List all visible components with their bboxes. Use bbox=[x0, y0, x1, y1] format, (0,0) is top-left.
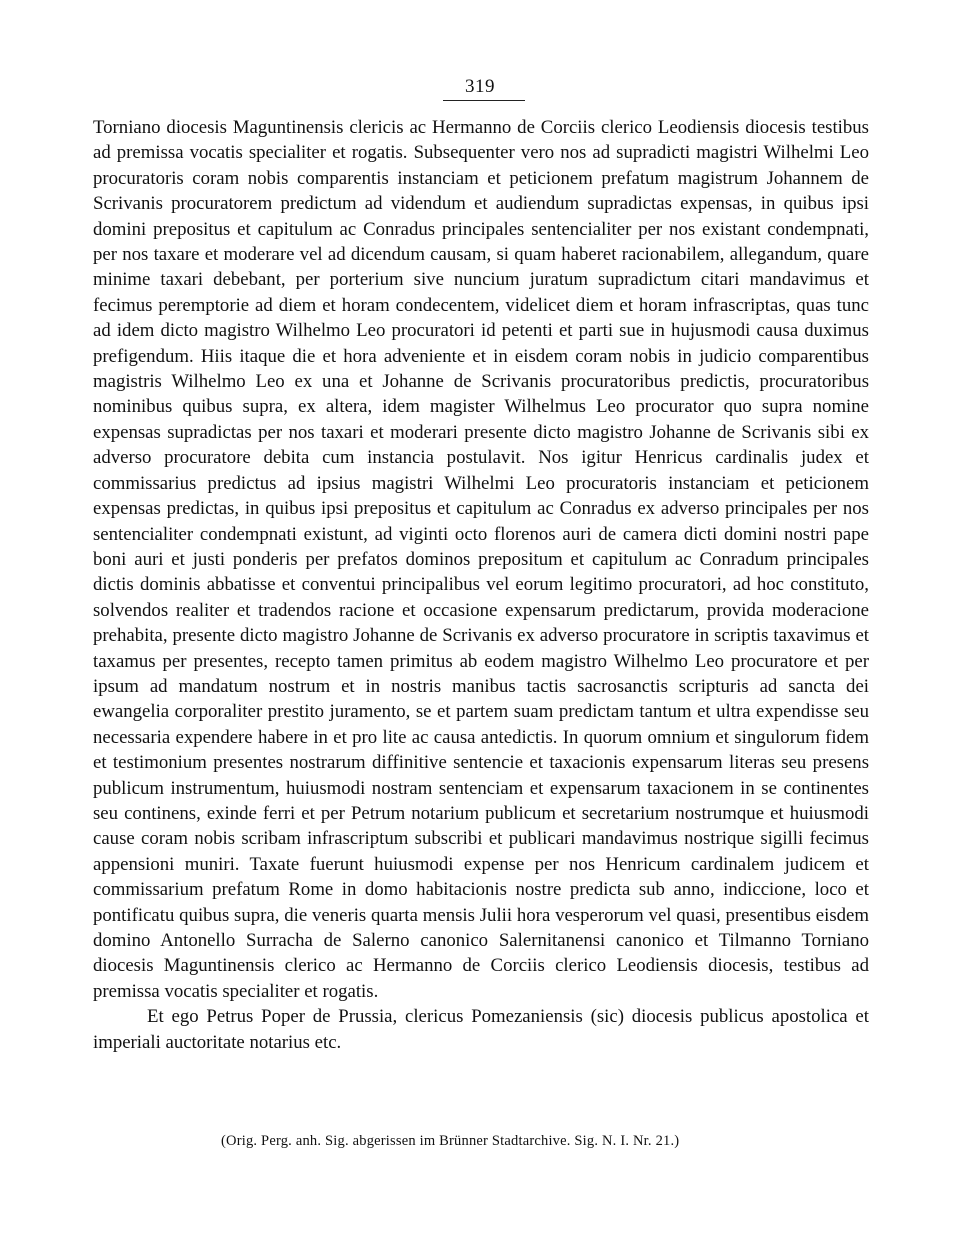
body-paragraph-2: Et ego Petrus Poper de Prussia, clericus Pomezaniensis (sic) diocesis publicus apostolica et imperiali auctoritate notarius etc. bbox=[93, 1006, 869, 1053]
page-number: 319 bbox=[465, 76, 495, 97]
body-paragraph-1: Torniano diocesis Maguntinensis clericis ac Hermanno de Corciis clerico Leodiensis diocesis testibus ad premissa vocatis specialiter et rogatis. Subsequenter vero nos ad supradicti magistri Wilhelmi Leo procuratoris coram nobis comparentis instanciam et peticionem prefatum magistrum Johannem de Scrivanis procuratorem predictum ad videndum et audiendum supradictas expensas, in quibus ipsi domini prepositus et capitulum ac Conradus principales sentencialiter per nos existant condempnati, per nos taxare et moderare vel ad dicendum causam, si quam haberet racionabilem, allegandum, quare minime taxari debebant, per porterium sive nuncium juratum supradictum citari mandavimus et fecimus peremptorie ad diem et horam condecentem, videlicet diem et horam infrascriptas, quas tunc ad idem dicto magistro Wilhelmo Leo procuratori id petenti et parti sue in hujusmodi causa duximus prefigendum. Hiis itaque die et hora adveniente et in eisdem coram nobis in judicio comparentibus magistris Wilhelmo Leo ex una et Johanne de Scrivanis procuratoribus predictis, procuratoribus nominibus quibus supra, ex altera, idem magister Wilhelmus Leo procurator quo supra nomine expensas supradictas per nos taxari et moderari presente dicto magistro Johanne de Scrivanis sibi ex adverso procuratore debita cum instancia postulavit. Nos igitur Henricus cardinalis judex et commissarius predictus ad ipsius magistri Wilhelmi Leo procuratoris instanciam et peticionem expensas predictas, in quibus ipsi prepositus et capitulum ac Conradus ex adverso principales per nos sentencialiter condempnati existunt, ad viginti octo florenos auri de camera dicti domini nostri pape boni auri et justi ponderis per prefatos dominos prepositum et capitulum ac Conradum principales dictis dominis abbatisse et conventui principalibus vel eorum legitimo procuratori, ad hoc constituto, solvendos realiter et tradendos racione et occasione expensarum predictarum, provida moderacione prehabita, presente dicto magistro Johanne de Scrivanis ex adverso procuratore in scriptis taxavimus et taxamus per presentes, recepto tamen primitus ab eodem magistro Wilhelmo Leo procuratore et per ipsum ad mandatum nostrum et in nostris manibus tactis sacrosanctis scripturis ad sancta dei ewangelia corporaliter prestito juramento, se et partem suam predictam tantum et ultra expendisse seu necessaria expendere habere in et pro lite ac causa antedictis. In quorum omnium et singulorum fidem et testimonium presentes nostrarum diffinitive sentencie et taxacionis expensarum literas seu presens publicum instrumentum, huiusmodi nostram sentenciam et expensarum taxacionem in se continentes seu continens, exinde ferri et per Petrum notarium publicum et secretarium nostrumque et huiusmodi cause coram nobis scribam infrascriptum subscribi et publicari mandavimus nostrique sigilli fecimus appensioni muniri. Taxate fuerunt huiusmodi expense per nos Henricum cardinalem judicem et commissarium prefatum Rome in domo habitacionis nostre predicta sub anno, indiccione, loco et pontificatu quibus supra, die veneris quarta mensis Julii hora vesperorum vel quasi, presentibus eisdem domino Antonello Surracha de Salerno canonico Salernitanensi canonico et Tilmanno Torniano diocesis Maguntinensis clerico ac Hermanno de Corciis clerico Leodiensis diocesis, testibus ad premissa vocatis specialiter et rogatis. bbox=[93, 117, 869, 1002]
body-text bbox=[93, 115, 869, 1055]
source-note: (Orig. Perg. anh. Sig. abgerissen im Brünner Stadtarchive. Sig. N. I. Nr. 21.) bbox=[221, 1133, 680, 1149]
page-number-rule bbox=[443, 100, 525, 101]
